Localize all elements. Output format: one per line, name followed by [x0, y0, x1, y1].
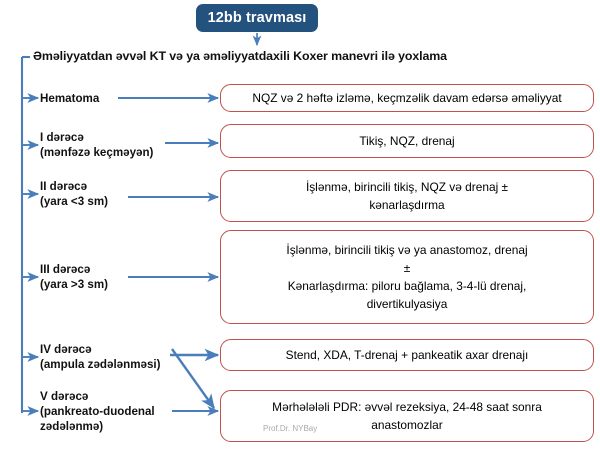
- outcome-box-grade-2: [220, 170, 594, 222]
- branch-label-line2: (ampula zədələnməsi): [40, 358, 161, 371]
- outcome-line: İşlənmə, birincili tikiş və ya anastomoz, drenaj: [286, 243, 528, 257]
- branch-label-line2: (mənfəzə keçməyən): [40, 146, 154, 159]
- subtitle-text: Əməliyyatdan əvvəl KT və ya əməliyyatdaxili Koxer manevri ilə yoxlama: [33, 49, 447, 63]
- outcome-box-grade-4: [220, 339, 594, 371]
- branch-label-line1: IV dərəcə: [40, 343, 92, 356]
- branch-label-line1: II dərəcə: [40, 180, 88, 193]
- spine-vertical-line: [22, 57, 30, 413]
- branch-label-line1: III dərəcə: [40, 263, 91, 276]
- branch-label-line1: Hematoma: [40, 92, 100, 105]
- branch-label-grade-1: [40, 130, 153, 160]
- outcome-box-grade-1: [220, 124, 594, 158]
- branch-label-line1: V dərəcə: [40, 390, 89, 403]
- branch-label-hematoma: [40, 91, 99, 106]
- page-title: 12bb travması: [196, 4, 318, 32]
- outcome-line: NQZ və 2 həftə izləmə, keçmzəlik davam edərsə əməliyyat: [252, 91, 562, 105]
- outcome-line: anastomozlar: [371, 418, 443, 432]
- branch-label-line2: (yara >3 sm): [40, 278, 108, 291]
- outcome-line: Tikiş, NQZ, drenaj: [359, 134, 455, 148]
- outcome-box-grade-3: [220, 230, 594, 324]
- branch-label-grade-3: [40, 262, 108, 292]
- outcome-line: divertikulyasiya: [366, 297, 448, 311]
- outcome-line: Stend, XDA, T-drenaj + pankeatik axar drenajı: [285, 348, 529, 362]
- branch-label-line3: zədələnmə): [40, 420, 104, 433]
- watermark-credit: Prof.Dr. NYBay: [263, 424, 318, 433]
- outcome-line: Kənarlaşdırma: piloru bağlama, 3-4-lü drenaj,: [287, 279, 527, 293]
- branch-label-grade-5: [40, 389, 155, 434]
- outcome-box-grade-5: [220, 390, 594, 442]
- outcome-line: İşlənmə, birincili tikiş, NQZ və drenaj ±: [305, 180, 509, 194]
- outcome-line: kənarlaşdırma: [369, 198, 445, 212]
- branch-label-line2: (pankreato-duodenal: [40, 405, 155, 418]
- outcome-line: ±: [403, 261, 411, 275]
- branch-label-line1: I dərəcə: [40, 131, 84, 144]
- branch-label-line2: (yara <3 sm): [40, 195, 108, 208]
- outcome-line: Mərhələləli PDR: əvvəl rezeksiya, 24-48 saat sonra: [272, 400, 542, 414]
- arrow-grade-4-to-grade-5-outcome: [172, 349, 214, 408]
- branch-label-grade-2: [40, 179, 108, 209]
- branch-label-grade-4: [40, 342, 160, 372]
- outcome-box-hematoma: [220, 84, 594, 112]
